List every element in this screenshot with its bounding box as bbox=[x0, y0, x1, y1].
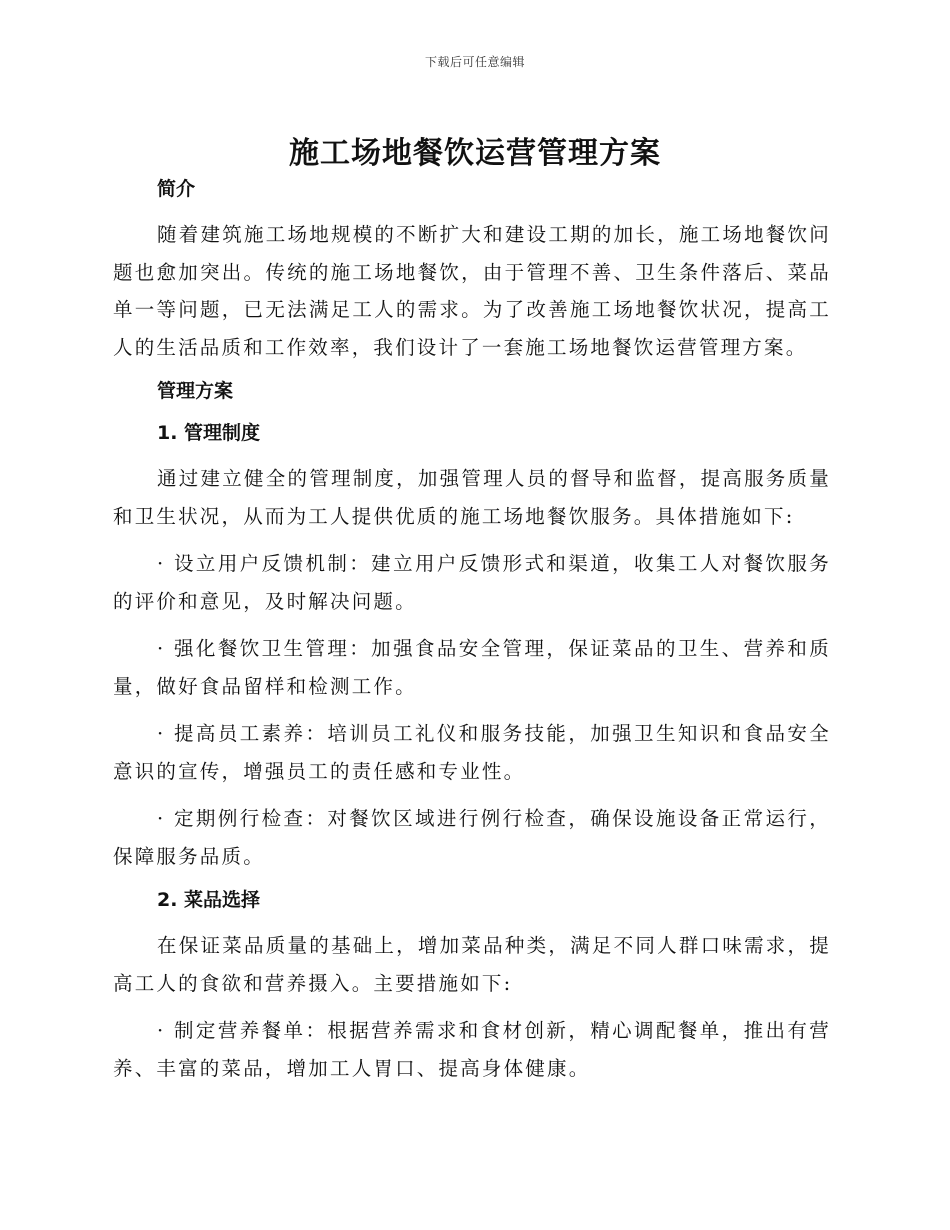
section-heading-management-system: 1. 管理制度 bbox=[157, 422, 261, 444]
menu-selection-paragraph: 在保证菜品质量的基础上，增加菜品种类，满足不同人群口味需求，提高工人的食欲和营养摄入。主要措施如下: bbox=[113, 934, 831, 995]
document-body bbox=[113, 174, 831, 1097]
list-item: · 提高员工素养：培训员工礼仪和服务技能，加强卫生知识和食品安全意识的宣传，增强员工的责任感和专业性。 bbox=[113, 722, 831, 783]
list-item: · 设立用户反馈机制：建立用户反馈形式和渠道，收集工人对餐饮服务的评价和意见，及时解决问题。 bbox=[113, 552, 831, 613]
section-heading-menu-selection: 2. 菜品选择 bbox=[157, 889, 261, 911]
section-heading-plan: 管理方案 bbox=[157, 380, 234, 402]
list-item: · 定期例行检查：对餐饮区域进行例行检查，确保设施设备正常运行，保障服务品质。 bbox=[113, 807, 831, 868]
management-system-paragraph: 通过建立健全的管理制度，加强管理人员的督导和监督，提高服务质量和卫生状况，从而为工人提供优质的施工场地餐饮服务。具体措施如下: bbox=[113, 467, 831, 528]
section-heading-intro: 简介 bbox=[157, 178, 196, 200]
intro-paragraph: 随着建筑施工场地规模的不断扩大和建设工期的加长，施工场地餐饮问题也愈加突出。传统的施工场地餐饮，由于管理不善、卫生条件落后、菜品单一等问题，已无法满足工人的需求。为了改善施工场地餐饮状况，提高工人的生活品质和工作效率，我们设计了一套施工场地餐饮运营管理方案。 bbox=[113, 223, 831, 359]
header-note: 下载后可任意编辑 bbox=[424, 55, 525, 69]
list-item: · 强化餐饮卫生管理：加强食品安全管理，保证菜品的卫生、营养和质量，做好食品留样和检测工作。 bbox=[113, 637, 831, 698]
document-title: 施工场地餐饮运营管理方案 bbox=[289, 136, 661, 171]
list-item: · 制定营养餐单：根据营养需求和食材创新，精心调配餐单，推出有营养、丰富的菜品，增加工人胃口、提高身体健康。 bbox=[113, 1019, 831, 1080]
